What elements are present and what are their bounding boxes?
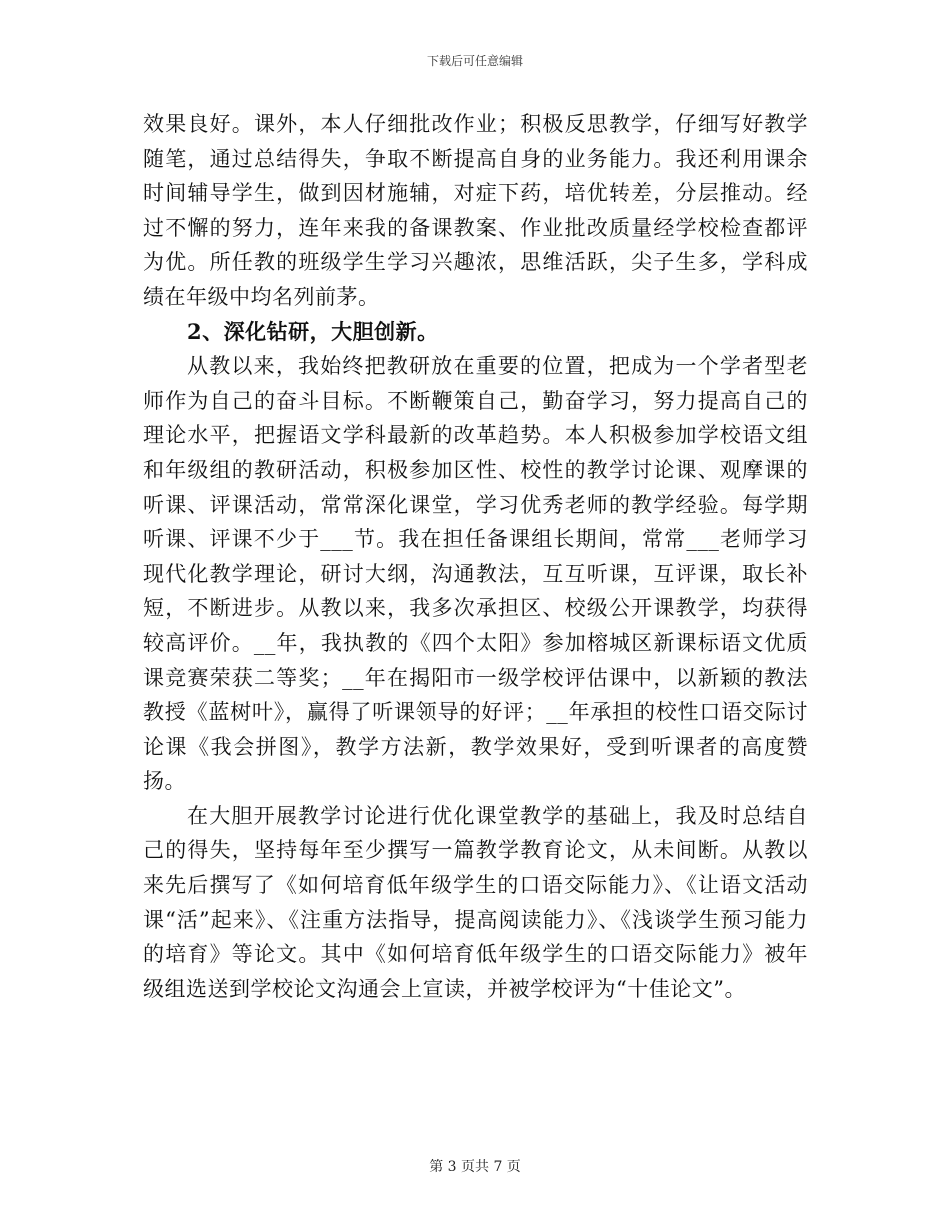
paragraph-research: 从教以来，我始终把教研放在重要的位置，把成为一个学者型老师作为自己的奋斗目标。不断鞭策自己，勤奋学习，努力提高自己的理论水平，把握语文学科最新的改革趋势。本人积极参加学校语文组和年级组的教研活动，积极参加区性、校性的教学讨论课、观摩课的听课、评课活动，常常深化课堂，学习优秀老师的教学经验。每学期听课、评课不少于___节。我在担任备课组长期间，常常___老师学习现代化教学理论，研讨大纲，沟通教法，互互听课，互评课，取长补短，不断进步。从教以来，我多次承担区、校级公开课教学，均获得较高评价。__年，我执教的《四个太阳》参加榕城区新课标语文优质课竞赛荣获二等奖；__年在揭阳市一级学校评估课中，以新颖的教法教授《蓝树叶》，赢得了听课领导的好评；__年承担的校性口语交际讨论课《我会拼图》，教学方法新，教学效果好，受到听课者的高度赞扬。 [143, 354, 808, 794]
section-heading: 2、深化钻研，大胆创新。 [187, 318, 439, 344]
page-header: 下载后可任意编辑 [426, 54, 523, 68]
paragraph-papers: 在大胆开展教学讨论进行优化课堂教学的基础上，我及时总结自己的得失，坚持每年至少撰写一篇教学教育论文，从未间断。从教以来先后撰写了《如何培育低年级学生的口语交际能力》、《让语文活动课“活”起来》、《注重方法指导，提高阅读能力》、《浅谈学生预习能力的培育》等论文。其中《如何培育低年级学生的口语交际能力》被年级组选送到学校论文沟通会上宣读，并被学校评为“十佳论文”。 [143, 803, 808, 1001]
page-number-footer: 第 3 页共 7 页 [429, 1159, 521, 1175]
document-body [143, 107, 808, 1006]
paragraph-continuation: 效果良好。课外，本人仔细批改作业；积极反思教学，仔细写好教学随笔，通过总结得失，争取不断提高自身的业务能力。我还利用课余时间辅导学生，做到因材施辅，对症下药，培优转差，分层推动。经过不懈的努力，连年来我的备课教案、作业批改质量经学校检查都评为优。所任教的班级学生学习兴趣浓，思维活跃，尖子生多，学科成绩在年级中均名列前茅。 [143, 112, 808, 309]
